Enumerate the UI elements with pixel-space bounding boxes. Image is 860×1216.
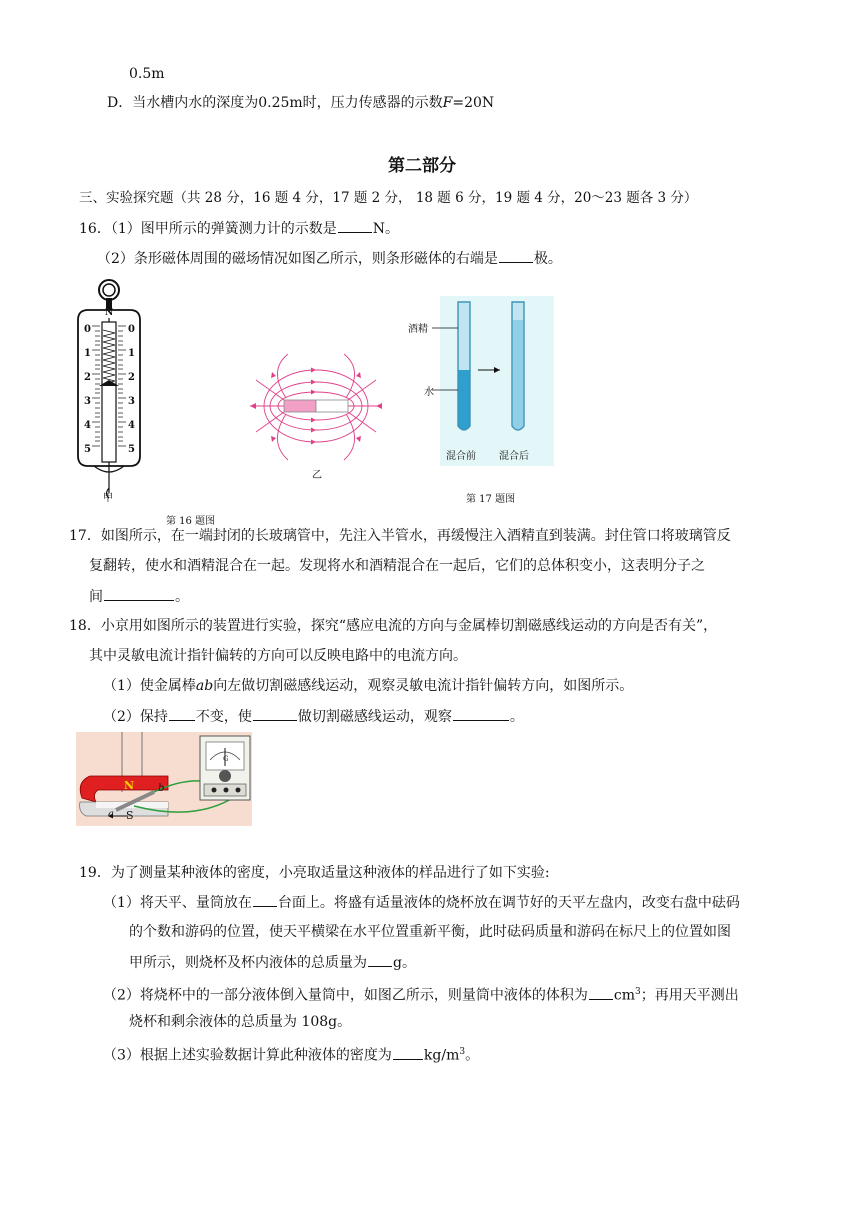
figure17-caption: 第 17 题图: [466, 494, 516, 505]
magnet-south-label: S: [126, 809, 134, 822]
rod-end-a-label: a: [108, 809, 114, 820]
scale-left-numbers: 0 1 2 3 4 5: [84, 324, 91, 455]
tube-pointers: [430, 318, 460, 398]
q17-line1: 17．如图所示，在一端封闭的长玻璃管中，先注入半管水，再缓慢注入酒精直到装满。封住管口将玻璃管反: [69, 528, 731, 544]
label-alcohol: 酒精: [408, 324, 428, 335]
q19-step1-line2: 的个数和游码的位置，使天平横梁在水平位置重新平衡，此时砝码质量和游码在标尺上的位置如图: [129, 924, 731, 940]
q16-part2: （2）条形磁体周围的磁场情况如图乙所示，则条形磁体的右端是 极。: [97, 248, 562, 269]
q18-step2: （2）保持 不变，使 做切割磁感线运动，观察 。: [103, 706, 524, 727]
prev-continuation: 0.5m: [129, 66, 165, 82]
induction-apparatus-figure: [76, 732, 252, 826]
q19-step3: （3）根据上述实验数据计算此种液体的密度为 $kg/m^3$。: [103, 1042, 479, 1066]
magnet-field-figure: [248, 350, 384, 468]
q18-line1: 18．小京用如图所示的装置进行实验，探究“感应电流的方向与金属棒切割磁感线运动的方向是否有关”，: [69, 618, 718, 634]
q17-line2: 复翻转，使水和酒精混合在一起。发现将水和酒精混合在一起后，它们的总体积变小，这表明分子之: [89, 558, 705, 574]
label-after: 混合后: [499, 451, 529, 462]
magnet-north-label: N: [124, 779, 135, 792]
option-d: D．当水槽内水的深度为0.25m时，压力传感器的示数F=20N: [107, 95, 495, 111]
rod-end-b-label: b: [158, 783, 165, 794]
section-header: 三、实验探究题（共 28 分，16 题 4 分，17 题 2 分， 18 题 6 分，19 题 4 分，20～23 题各 3 分）: [79, 190, 698, 206]
galvanometer-label: G: [223, 755, 229, 763]
section-title: 第二部分: [388, 156, 456, 176]
q19-step1: （1）将天平、量筒放在 台面上。将盛有适量液体的烧杯放在调节好的天平左盘内，改变右盘中砝码: [103, 892, 740, 913]
q19-line1: 19．为了测量某种液体的密度，小亮取适量这种液体的样品进行了如下实验:: [79, 865, 550, 881]
q19-step2: （2）将烧杯中的一部分液体倒入量筒中，如图乙所示，则量筒中液体的体积为 $cm^3$；再用天平测出: [103, 982, 739, 1006]
q19-step2-line2: 烧杯和剩余液体的总质量为 108g。: [129, 1014, 352, 1030]
figure16-caption: 第 16 题图: [166, 516, 216, 527]
q18-step1: （1）使金属棒ab向左做切割磁感线运动，观察灵敏电流计指针偏转方向，如图所示。: [103, 678, 634, 694]
q18-line2: 其中灵敏电流计指针偏转的方向可以反映电路中的电流方向。: [89, 648, 467, 664]
q17-line3: 间 。: [89, 586, 189, 607]
scale-pole-label: N: [105, 308, 114, 318]
q16-part1: 16．（1）图甲所示的弹簧测力计的示数是 N。: [79, 218, 399, 239]
scale-right-numbers: 0 1 2 3 4 5: [128, 324, 135, 455]
q19-step1-line3: 甲所示，则烧杯及杯内液体的总质量为 g。: [129, 952, 416, 973]
label-before: 混合前: [446, 451, 476, 462]
label-water: 水: [424, 387, 434, 398]
figure-label-jia: 甲: [103, 493, 113, 504]
figure-label-yi: 乙: [312, 470, 322, 481]
